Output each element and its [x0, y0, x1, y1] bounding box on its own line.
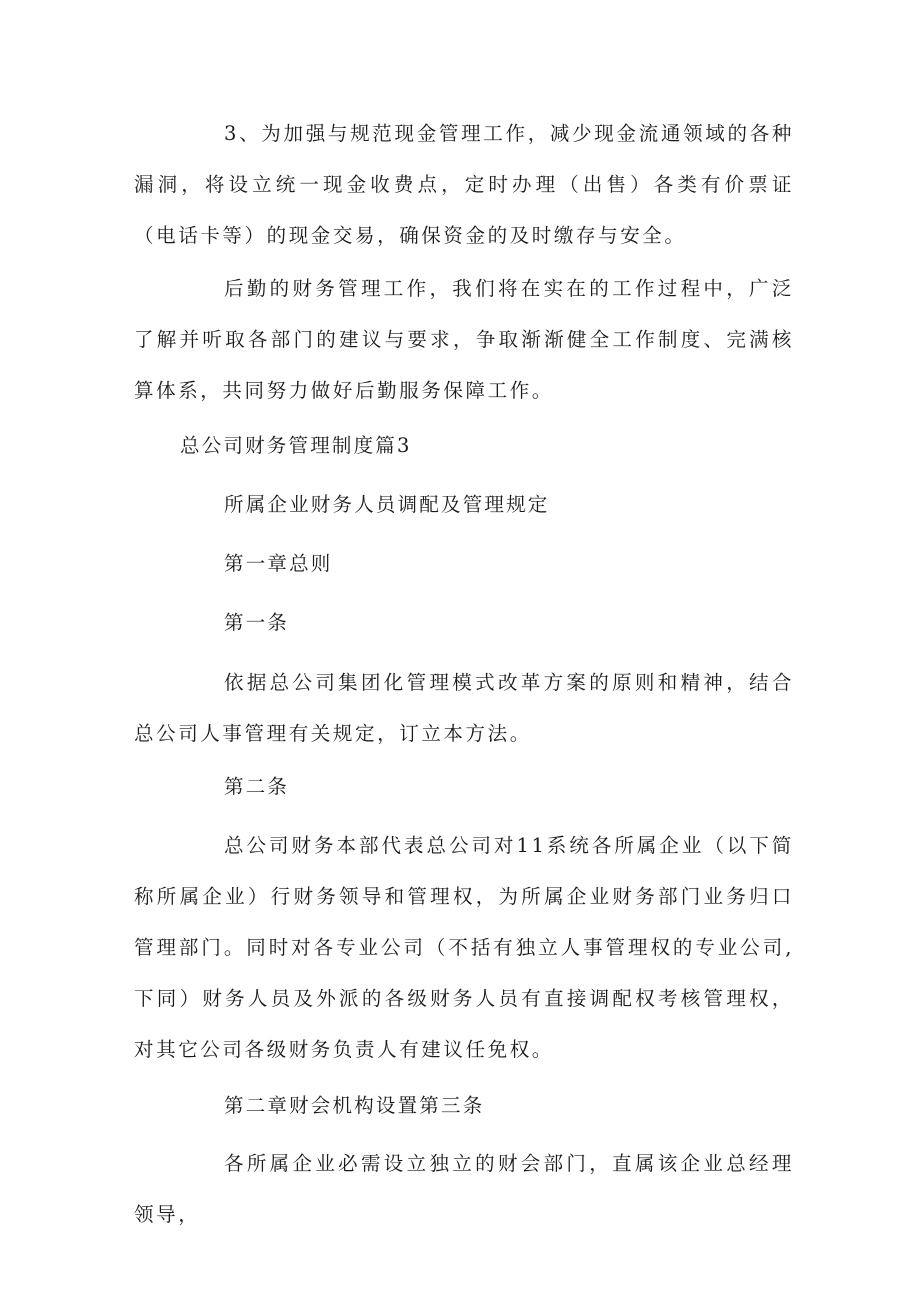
- chapter-two-heading: 第二章财会机构设置第三条: [224, 1094, 485, 1117]
- article-one-heading: 第一条: [224, 611, 290, 634]
- section-title: 总公司财务管理制度篇3: [180, 434, 412, 457]
- document-title: 所属企业财务人员调配及管理规定: [224, 493, 550, 516]
- article-two-text: 总公司财务本部代表总公司对11系统各所属企业（以下简称所属企业）行财务领导和管理权，为所属企业财务部门业务归口管理部门。同时对各专业公司（不括有独立人事管理权的专业公司,下同）财务人员及外派的各级财务人员有直接调配权考核管理权，对其它公司各级财务负责人有建议任免权。: [134, 834, 794, 1061]
- paragraph-logistics-finance: 后勤的财务管理工作，我们将在实在的工作过程中，广泛了解并听取各部门的建议与要求，争取渐渐健全工作制度、完满核算体系，共同努力做好后勤服务保障工作。: [134, 277, 794, 402]
- article-three-text: 各所属企业必需设立独立的财会部门，直属该企业总经理领导，: [134, 1152, 794, 1226]
- article-one-text: 依据总公司集团化管理模式改革方案的原则和精神，结合总公司人事管理有关规定，订立本方法。: [134, 671, 794, 745]
- article-two-heading: 第二条: [224, 775, 290, 798]
- paragraph-cash-management: 3、为加强与规范现金管理工作，减少现金流通领域的各种漏洞，将设立统一现金收费点，定时办理（出售）各类有价票证（电话卡等）的现金交易，确保资金的及时缴存与安全。: [134, 122, 794, 247]
- chapter-one-heading: 第一章总则: [224, 552, 333, 575]
